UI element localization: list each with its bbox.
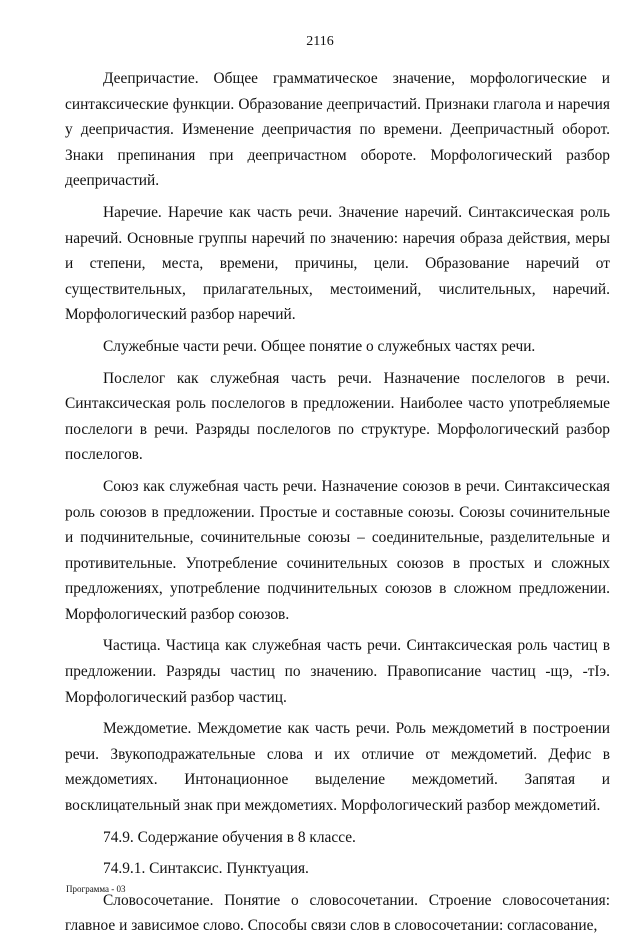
paragraph-function-words: Служебные части речи. Общее понятие о служебных частях речи. xyxy=(103,337,536,355)
page-number: 2116 xyxy=(306,34,334,49)
document-body xyxy=(65,66,610,939)
subsection-heading-syntax: 74.9.1. Синтаксис. Пунктуация. xyxy=(103,860,309,878)
paragraph-word-combination: Словосочетание. Понятие о словосочетании. Строение словосочетания: главное и зависимое слово. Способы связи слов в словосочетании: согласование, xyxy=(65,891,610,935)
paragraph-adverb: Наречие. Наречие как часть речи. Значение наречий. Синтаксическая роль наречий. Основные группы наречий по значению: наречия образа действия, меры и степени, места, времени, причины, цели. Образование наречий от существительных, прилагательных, местоимений, числительных, наречий. Морфологический разбор наречий. xyxy=(65,203,610,324)
paragraph-conjunction: Союз как служебная часть речи. Назначение союзов в речи. Синтаксическая роль союзов в предложении. Простые и составные союзы. Союзы сочинительные и подчинительные, сочинительные союзы – соединительные, разделительные и противительные. Употребление сочинительных союзов в простых и сложных предложениях, употребление подчинительных союзов в сложном предложении. Морфологический разбор союзов. xyxy=(65,477,610,623)
section-heading-8-grade: 74.9. Содержание обучения в 8 классе. xyxy=(103,828,356,846)
paragraph-particle: Частица. Частица как служебная часть речи. Синтаксическая роль частиц в предложении. Разряды частиц по значению. Правописание частиц -щэ, -тIэ. Морфологический разбор частиц. xyxy=(65,637,610,706)
paragraph-postposition: Послелог как служебная часть речи. Назначение послелогов в речи. Синтаксическая роль послелогов в предложении. Наиболее часто употребляемые послелоги в речи. Разряды послелогов по структуре. Морфологический разбор послелогов. xyxy=(65,369,610,464)
paragraph-interjection: Междометие. Междометие как часть речи. Роль междометий в построении речи. Звукоподражательные слова и их отличие от междометий. Дефис в междометиях. Интонационное выделение междометий. Запятая и восклицательный знак при междометиях. Морфологический разбор междометий. xyxy=(65,720,610,815)
footer-label: Программа - 03 xyxy=(66,884,126,894)
paragraph-gerund: Деепричастие. Общее грамматическое значение, морфологические и синтаксические функции. Образование деепричастий. Признаки глагола и наречия у деепричастия. Изменение деепричастия по времени. Деепричастный оборот. Знаки препинания при деепричастном обороте. Морфологический разбор деепричастий. xyxy=(65,70,610,190)
